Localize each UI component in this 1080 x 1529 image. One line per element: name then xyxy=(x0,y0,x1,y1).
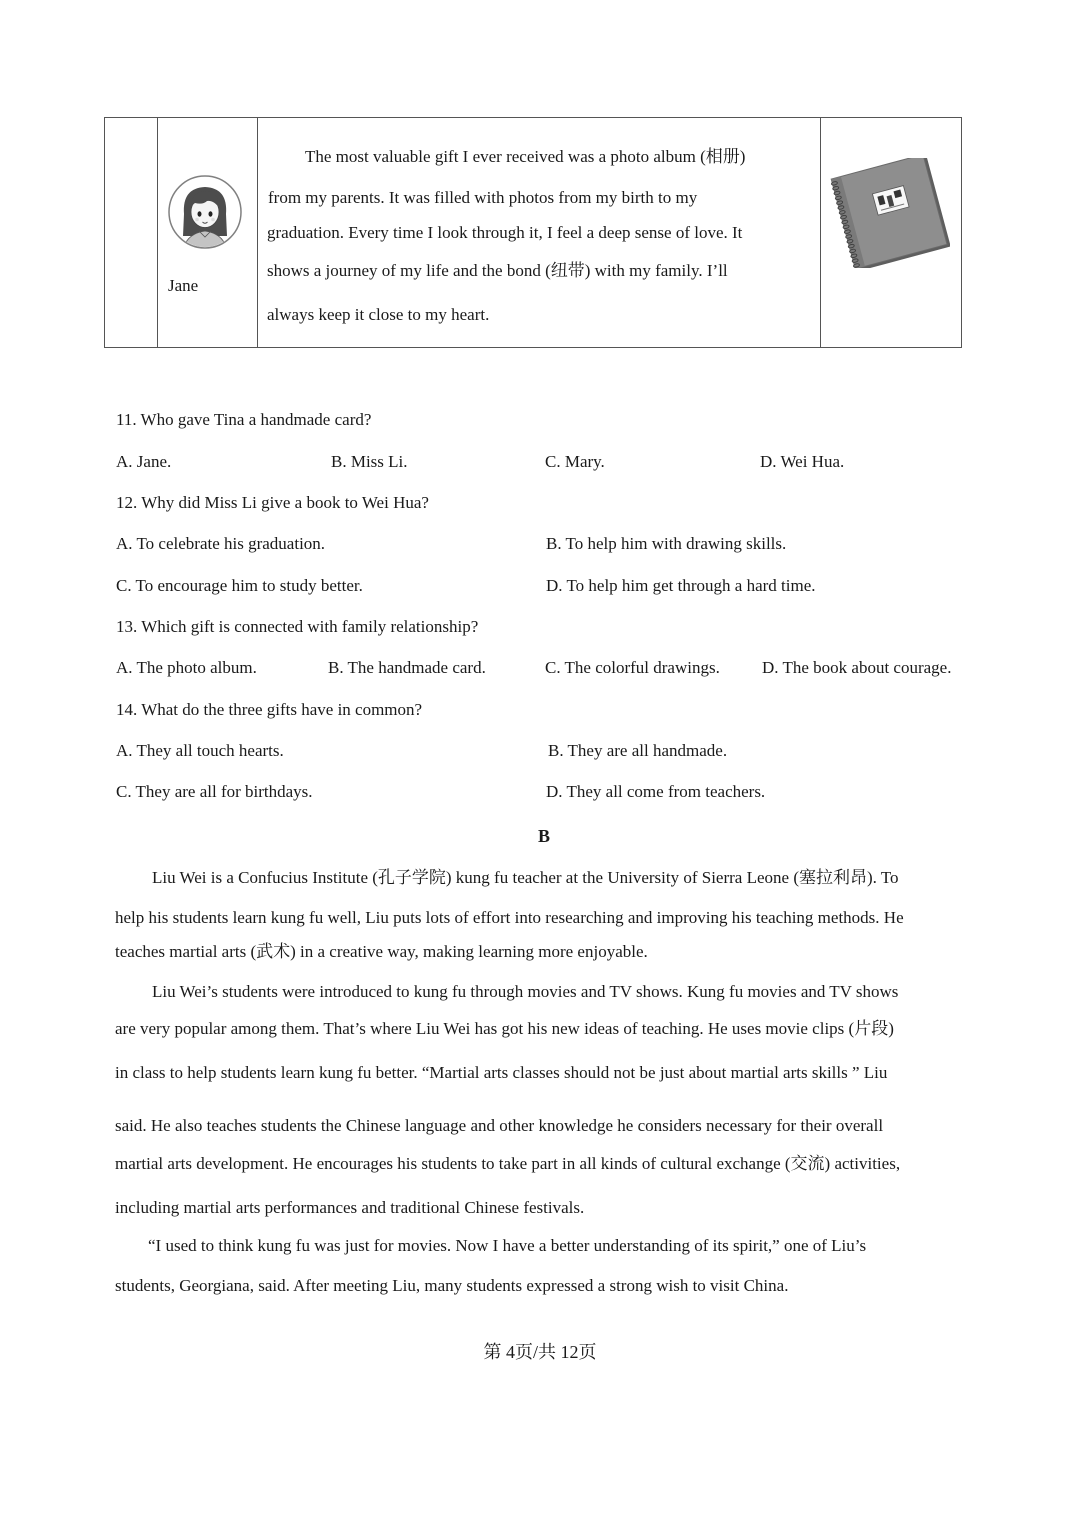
description-line: graduation. Every time I look through it, I feel a deep sense of love. It xyxy=(267,223,743,242)
table-column-divider xyxy=(157,118,158,347)
passage-line: Liu Wei is a Confucius Institute (孔子学院) kung fu teacher at the University of Sierra Leone (塞拉利昂). To xyxy=(152,868,899,887)
option-c: C. To encourage him to study better. xyxy=(116,576,363,595)
passage-line: said. He also teaches students the Chinese language and other knowledge he considers necessary for their overall xyxy=(115,1116,884,1135)
option-a: A. They all touch hearts. xyxy=(116,741,284,760)
description-line: shows a journey of my life and the bond (纽带) with my family. I’ll xyxy=(267,261,728,280)
passage-line: teaches martial arts (武术) in a creative way, making learning more enjoyable. xyxy=(115,942,648,961)
option-d: D. The book about courage. xyxy=(762,658,952,677)
description-line: The most valuable gift I ever received was a photo album (相册) xyxy=(305,147,746,166)
question-stem: 12. Why did Miss Li give a book to Wei Hua? xyxy=(116,493,429,512)
girl-avatar-icon xyxy=(167,174,243,250)
passage-line: martial arts development. He encourages his students to take part in all kinds of cultural exchange (交流) activities, xyxy=(115,1154,901,1173)
passage-line: including martial arts performances and traditional Chinese festivals. xyxy=(115,1198,585,1217)
passage-line: students, Georgiana, said. After meeting Liu, many students expressed a strong wish to visit China. xyxy=(115,1276,789,1295)
passage-line: are very popular among them. That’s where Liu Wei has got his new ideas of teaching. He uses movie clips (片段) xyxy=(115,1019,894,1038)
option-a: A. The photo album. xyxy=(116,658,257,677)
photo-album-icon xyxy=(830,158,950,268)
passage-line: in class to help students learn kung fu better. “Martial arts classes should not be just about martial arts skills ” Liu xyxy=(115,1063,888,1082)
table-column-divider xyxy=(820,118,821,347)
option-b: B. They are all handmade. xyxy=(548,741,728,760)
page-indicator: 第 4页/共 12页 xyxy=(483,1342,597,1362)
option-d: D. To help him get through a hard time. xyxy=(546,576,816,595)
table-column-divider xyxy=(257,118,258,347)
question-stem: 14. What do the three gifts have in common? xyxy=(116,700,423,719)
question-stem: 13. Which gift is connected with family relationship? xyxy=(116,617,479,636)
passage-line: “I used to think kung fu was just for movies. Now I have a better understanding of its spirit,” one of Liu’s xyxy=(148,1236,867,1255)
passage-line: Liu Wei’s students were introduced to kung fu through movies and TV shows. Kung fu movies and TV shows xyxy=(152,982,899,1001)
gift-table xyxy=(104,117,962,348)
person-name: Jane xyxy=(168,276,199,295)
option-d: D. Wei Hua. xyxy=(760,452,845,471)
option-c: C. They are all for birthdays. xyxy=(116,782,313,801)
option-c: C. The colorful drawings. xyxy=(545,658,720,677)
option-b: B. The handmade card. xyxy=(328,658,486,677)
option-b: B. To help him with drawing skills. xyxy=(546,534,787,553)
section-heading: B xyxy=(537,826,550,846)
passage-line: help his students learn kung fu well, Liu puts lots of effort into researching and improving his teaching methods. He xyxy=(115,908,904,927)
option-d: D. They all come from teachers. xyxy=(546,782,766,801)
question-stem: 11. Who gave Tina a handmade card? xyxy=(116,410,372,429)
option-c: C. Mary. xyxy=(545,452,605,471)
description-line: from my parents. It was filled with photos from my birth to my xyxy=(268,188,698,207)
option-a: A. Jane. xyxy=(116,452,172,471)
description-line: always keep it close to my heart. xyxy=(267,305,490,324)
option-b: B. Miss Li. xyxy=(331,452,408,471)
option-a: A. To celebrate his graduation. xyxy=(116,534,326,553)
